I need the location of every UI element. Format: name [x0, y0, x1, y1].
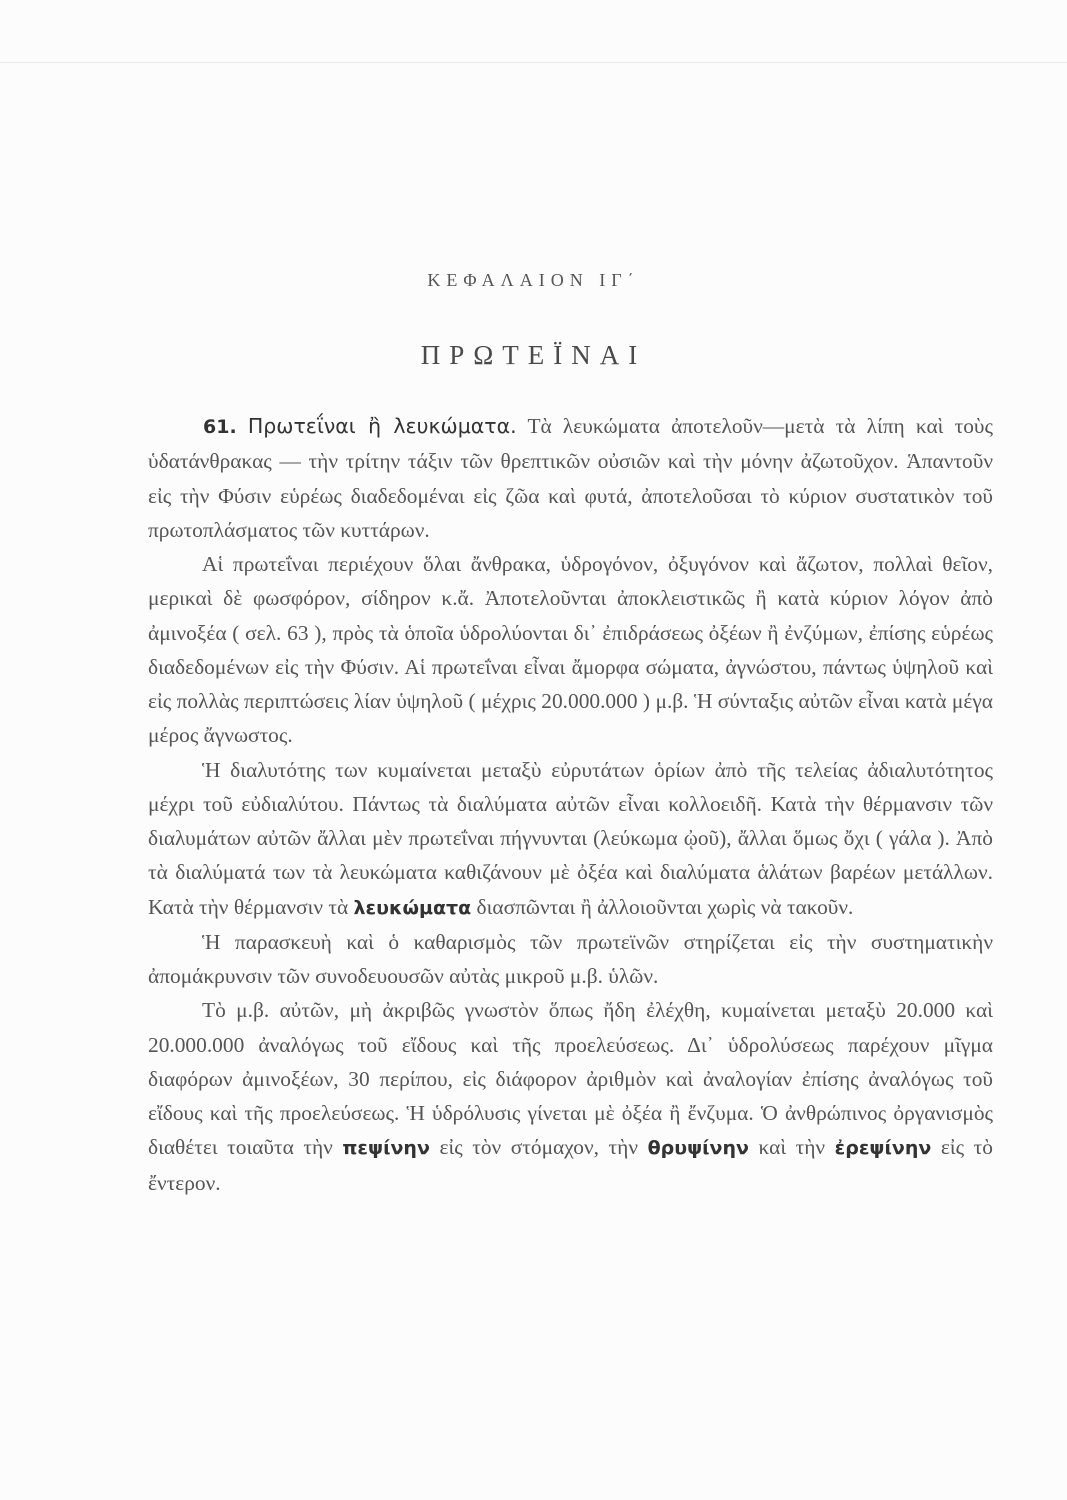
paragraph-3: [148, 753, 993, 925]
page-header-rule: [0, 62, 1067, 63]
paragraph-5-text-a: Τὸ μ.β. αὐτῶν, μὴ ἀκριβῶς γνωστὸν ὅπως ἤδη ἐλέχθη, κυμαίνεται μεταξὺ 20.000 καὶ 20.000.000 ἀναλόγως τοῦ εἴδους καὶ τῆς προελεύσεως. Δι᾽ ὑδρολύσεως παρέχουν μῖγμα διαφόρων ἀμινοξέων, 30 περίπου, εἰς διάφορον ἀριθμὸν καὶ ἀναλογίαν ἐπίσης ἀναλόγως τοῦ εἴδους καὶ τῆς προελεύσεως. Ἡ ὑδρόλυσις γίνεται μὲ ὀξέα ἢ ἔνζυμα. Ὁ ἀνθρώπινος ὀργανισμὸς διαθέτει τοιαῦτα τὴν: [148, 998, 993, 1160]
paragraph-2: Αἱ πρωτεΐναι περιέχουν ὅλαι ἄνθρακα, ὑδρογόνον, ὀξυγόνον καὶ ἄζωτον, πολλαὶ θεῖον, μερικαὶ δὲ φωσφόρον, σίδηρον κ.ἄ. Ἀποτελοῦνται ἀποκλειστικῶς ἢ κατὰ κύριον λόγον ἀπὸ ἀμινοξέα ( σελ. 63 ), πρὸς τὰ ὁποῖα ὑδρολύονται δι᾽ ἐπιδράσεως ὀξέων ἢ ἐνζύμων, ἐπίσης εὑρέως διαδεδομένων εἰς τὴν Φύσιν. Αἱ πρωτεΐναι εἶναι ἄμορφα σώματα, ἀγνώστου, πάντως ὑψηλοῦ καὶ εἰς πολλὰς περιπτώσεις λίαν ὑψηλοῦ ( μέχρις 20.000.000 ) μ.β. Ἡ σύνταξις αὐτῶν εἶναι κατὰ μέγα μέρος ἄγνωστος.: [148, 552, 993, 748]
paragraph-5-text-d: εἰς τὸ ἔντερον.: [148, 1135, 993, 1195]
paragraph-1: [148, 409, 993, 547]
body-text: [148, 409, 993, 1200]
chapter-label: ΚΕΦΑΛΑΙΟΝ ΙΓ΄: [427, 270, 640, 290]
paragraph-5-text-c: καὶ τὴν: [758, 1135, 826, 1160]
paragraph-5: [148, 993, 993, 1200]
paragraph-3-text-a: Ἡ διαλυτότης των κυμαίνεται μεταξὺ εὐρυτάτων ὁρίων ἀπὸ τῆς τελείας ἀδιαλυτότητος μέχρι τοῦ εὐδιαλύτου. Πάντως τὰ διαλύματα αὐτῶν εἶναι κολλοειδῆ. Κατὰ τὴν θέρμανσιν τῶν διαλυμάτων αὐτῶν ἄλλαι μὲν πρωτεΐναι πήγνυνται (λεύκωμα ᾠοῦ), ἄλλαι ὅμως ὄχι ( γάλα ). Ἀπὸ τὰ διαλύματά των τὰ λευκώματα καθιζάνουν μὲ ὀξέα καὶ διαλύματα ἁλάτων βαρέων μετάλλων. Κατὰ τὴν θέρμανσιν τὰ: [148, 757, 993, 919]
chapter-title: ΠΡΩΤΕΪΝΑΙ: [420, 340, 647, 370]
paragraph-3-text-b: διασπῶνται ἢ ἀλλοιοῦνται χωρὶς νὰ τακοῦν.: [476, 894, 854, 919]
section-number: 61.: [203, 416, 237, 438]
term-trypsin: θρυψίνην: [647, 1137, 749, 1160]
term-erepsin: ἐρεψίνην: [834, 1137, 932, 1160]
paragraph-3-bold-term: λευκώματα: [353, 896, 472, 919]
paragraph-5-text-b: εἰς τὸν στόμαχον, τὴν: [439, 1135, 639, 1160]
section-title: Πρωτεΐναι ἢ λευκώματα.: [247, 414, 517, 438]
paragraph-1-text: Τὰ λευκώματα ἀποτελοῦν—μετὰ τὰ λίπη καὶ τοὺς ὑδατάνθρακας — τὴν τρίτην τάξιν τῶν θρεπτικῶν οὐσιῶν καὶ τὴν μόνην ἀζωτοῦχον. Ἁπαντοῦν εἰς τὴν Φύσιν εὑρέως διαδεδομέναι εἰς ζῶα καὶ φυτά, ἀποτελοῦσαι τὸ κύριον συστατικὸν τοῦ πρωτοπλάσματος τῶν κυττάρων.: [148, 414, 993, 542]
paragraph-4: Ἡ παρασκευὴ καὶ ὁ καθαρισμὸς τῶν πρωτεϊνῶν στηρίζεται εἰς τὴν συστηματικὴν ἀπομάκρυνσιν τῶν συνοδευουσῶν αὐτὰς μικροῦ μ.β. ὑλῶν.: [148, 929, 993, 988]
term-pepsin: πεψίνην: [342, 1137, 430, 1160]
